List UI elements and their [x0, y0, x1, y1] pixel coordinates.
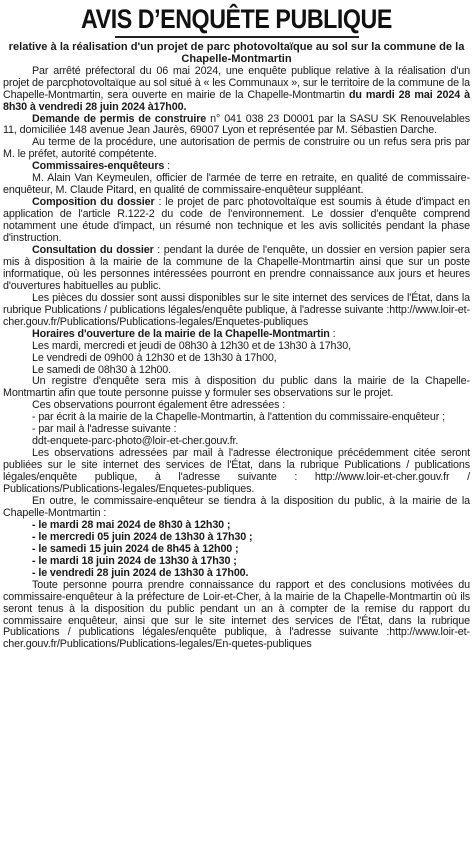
composition-text: : le projet de parc photovoltaïque est soumis à étude d'impact en application de l'article R.122-2 du code de l'environnement. Le dossier d'enquête comprend notamment une étude d'impact, un résumé non technique et les avis sollicités pendant la phase d'instruction. — [3, 196, 470, 245]
title-underline — [115, 36, 359, 38]
paragraph-final: Toute personne pourra prendre connaissance du rapport et des conclusions motivées du commissaire-enquêteur à la préfecture de Loir-et-Cher, à la mairie de la Chapelle-Montmartin où ils seront tenus à la disposition du public pendant un an à compter de la remise du rapport du commissaire enquêteur, ainsi que sur le site internet des services de l'État, dans la rubrique Publications / publications légales/enquête publique, à l'adresse suivante :http://www.loir-et-cher.gouv.fr/Publications/Publications-legales/En-quetes-publiques — [3, 578, 470, 651]
horaires-colon: : — [329, 327, 336, 340]
commissaires-heading: Commissaires-enquêteurs — [32, 160, 165, 173]
notice-subtitle: relative à la réalisation d'un projet de parc photovoltaïque au sol sur la commune de la Chapelle-Montmartin — [8, 40, 465, 66]
observations-mail-label: - par mail à l'adresse suivante : — [32, 423, 177, 436]
consultation-heading: Consultation du dossier — [32, 243, 154, 256]
permanence-item: - le mardi 28 mai 2024 de 8h30 à 12h30 ; — [32, 518, 231, 531]
paragraph-composition — [3, 197, 470, 245]
paragraph-publiees: Les observations adressées par mail à l'adresse électronique précédemment citée seront publiées sur le site internet des services de l'État, dans la rubrique Publications / publications légales/enquête publique, à l'adresse suivante : http://www.loir-et-cher.gouv.fr / Publications/Publications-legales/Enquetes-publiques. — [3, 447, 470, 496]
paragraph-commissaires: M. Alain Van Keymeulen, officier de l'armée de terre en retraite, en qualité de commissaire-enquêteur, M. Claude Pitard, en qualité de commissaire-enquêteur suppléant. — [3, 172, 470, 197]
notice-body — [3, 66, 470, 652]
horaires-heading: Horaires d'ouverture de la mairie de la Chapelle-Montmartin — [32, 327, 330, 340]
horaires-heading-line — [3, 329, 470, 341]
paragraph-autorisation: Au terme de la procédure, une autorisation de permis de construire ou un refus sera pris par M. le préfet, autorité compétente. — [3, 136, 470, 161]
observations-intro: Ces observations pourront également être adressées : — [32, 399, 286, 412]
composition-heading: Composition du dossier — [32, 196, 155, 209]
paragraph-arrete — [3, 66, 470, 114]
arrete-text: Par arrêté préfectoral du 06 mai 2024, une enquête publique relative à la réalisation d'un projet de parcphotovoltaïque au sol situé à « les Communaux », sur le territoire de la commune de la Chapelle-Montmartin, sera ouverte en mairie de la Chapelle-Montmartin — [3, 64, 470, 101]
paragraph-registre: Un registre d'enquête sera mis à disposition du public dans la mairie de la Chapelle-Montmartin afin que toute personne puisse y formuler ses observations sur le projet. — [3, 375, 470, 400]
notice-title: AVIS D’ENQUÊTE PUBLIQUE — [81, 4, 392, 34]
observations-ecrit: - par écrit à la mairie de la Chapelle-Montmartin, à l'attention du commissaire-enquêteur ; — [32, 411, 445, 424]
permanence-item: - le vendredi 28 juin 2024 de 13h30 à 17h00. — [32, 566, 249, 579]
paragraph-consultation — [3, 245, 470, 293]
enquete-dates: du mardi 28 mai 2024 à 8h30 à vendredi 28 juin 2024 à17h00. — [3, 88, 470, 113]
paragraph-permis — [3, 114, 470, 138]
permanence-item: - le mardi 18 juin 2024 de 13h30 à 17h30 ; — [32, 554, 237, 567]
horaires-line: Le samedi de 08h30 à 12h00. — [32, 363, 172, 376]
paragraph-permanences: En outre, le commissaire-enquêteur se tiendra à la disposition du public, à la mairie de la Chapelle-Montmartin : — [3, 495, 470, 519]
consultation-text: : pendant la durée de l'enquête, un dossier en version papier sera mis à disposition à la mairie de la commune de la Chapelle-Montmartin ainsi que sur un poste informatique, où les personnes intéressées pourront en prendre connaissance aux jours et heures d'ouvertures habituelles au public. — [3, 243, 470, 292]
permanence-item: - le samedi 15 juin 2024 de 8h45 à 12h00 ; — [32, 542, 239, 555]
horaires-line: Les mardi, mercredi et jeudi de 08h30 à 12h30 et de 13h30 à 17h30, — [32, 339, 351, 352]
paragraph-pieces: Les pièces du dossier sont aussi disponibles sur le site internet des services de l'État, dans la rubrique Publications / publications légales/enquête publique, à l'adresse suivante :http://www.loir-et-cher.gouv.fr/Publications/Publications-legales/Enquetes-publiques — [3, 291, 470, 328]
permanence-item: - le mercredi 05 juin 2024 de 13h30 à 17h30 ; — [32, 530, 253, 543]
commissaires-colon: : — [164, 160, 170, 173]
observations-mail-address: ddt-enquete-parc-photo@loir-et-cher.gouv.fr. — [32, 435, 239, 448]
permis-text: n° 041 038 23 D0001 par la SASU SK Renouvelables 11, domiciliée 148 avenue Jean Jaurès, 69007 Lyon et représentée par M. Sébastien Darche. — [3, 112, 470, 137]
horaires-line: Le vendredi de 09h00 à 12h30 et de 13h30 à 17h00, — [32, 351, 277, 364]
permis-heading: Demande de permis de construire — [32, 112, 207, 125]
